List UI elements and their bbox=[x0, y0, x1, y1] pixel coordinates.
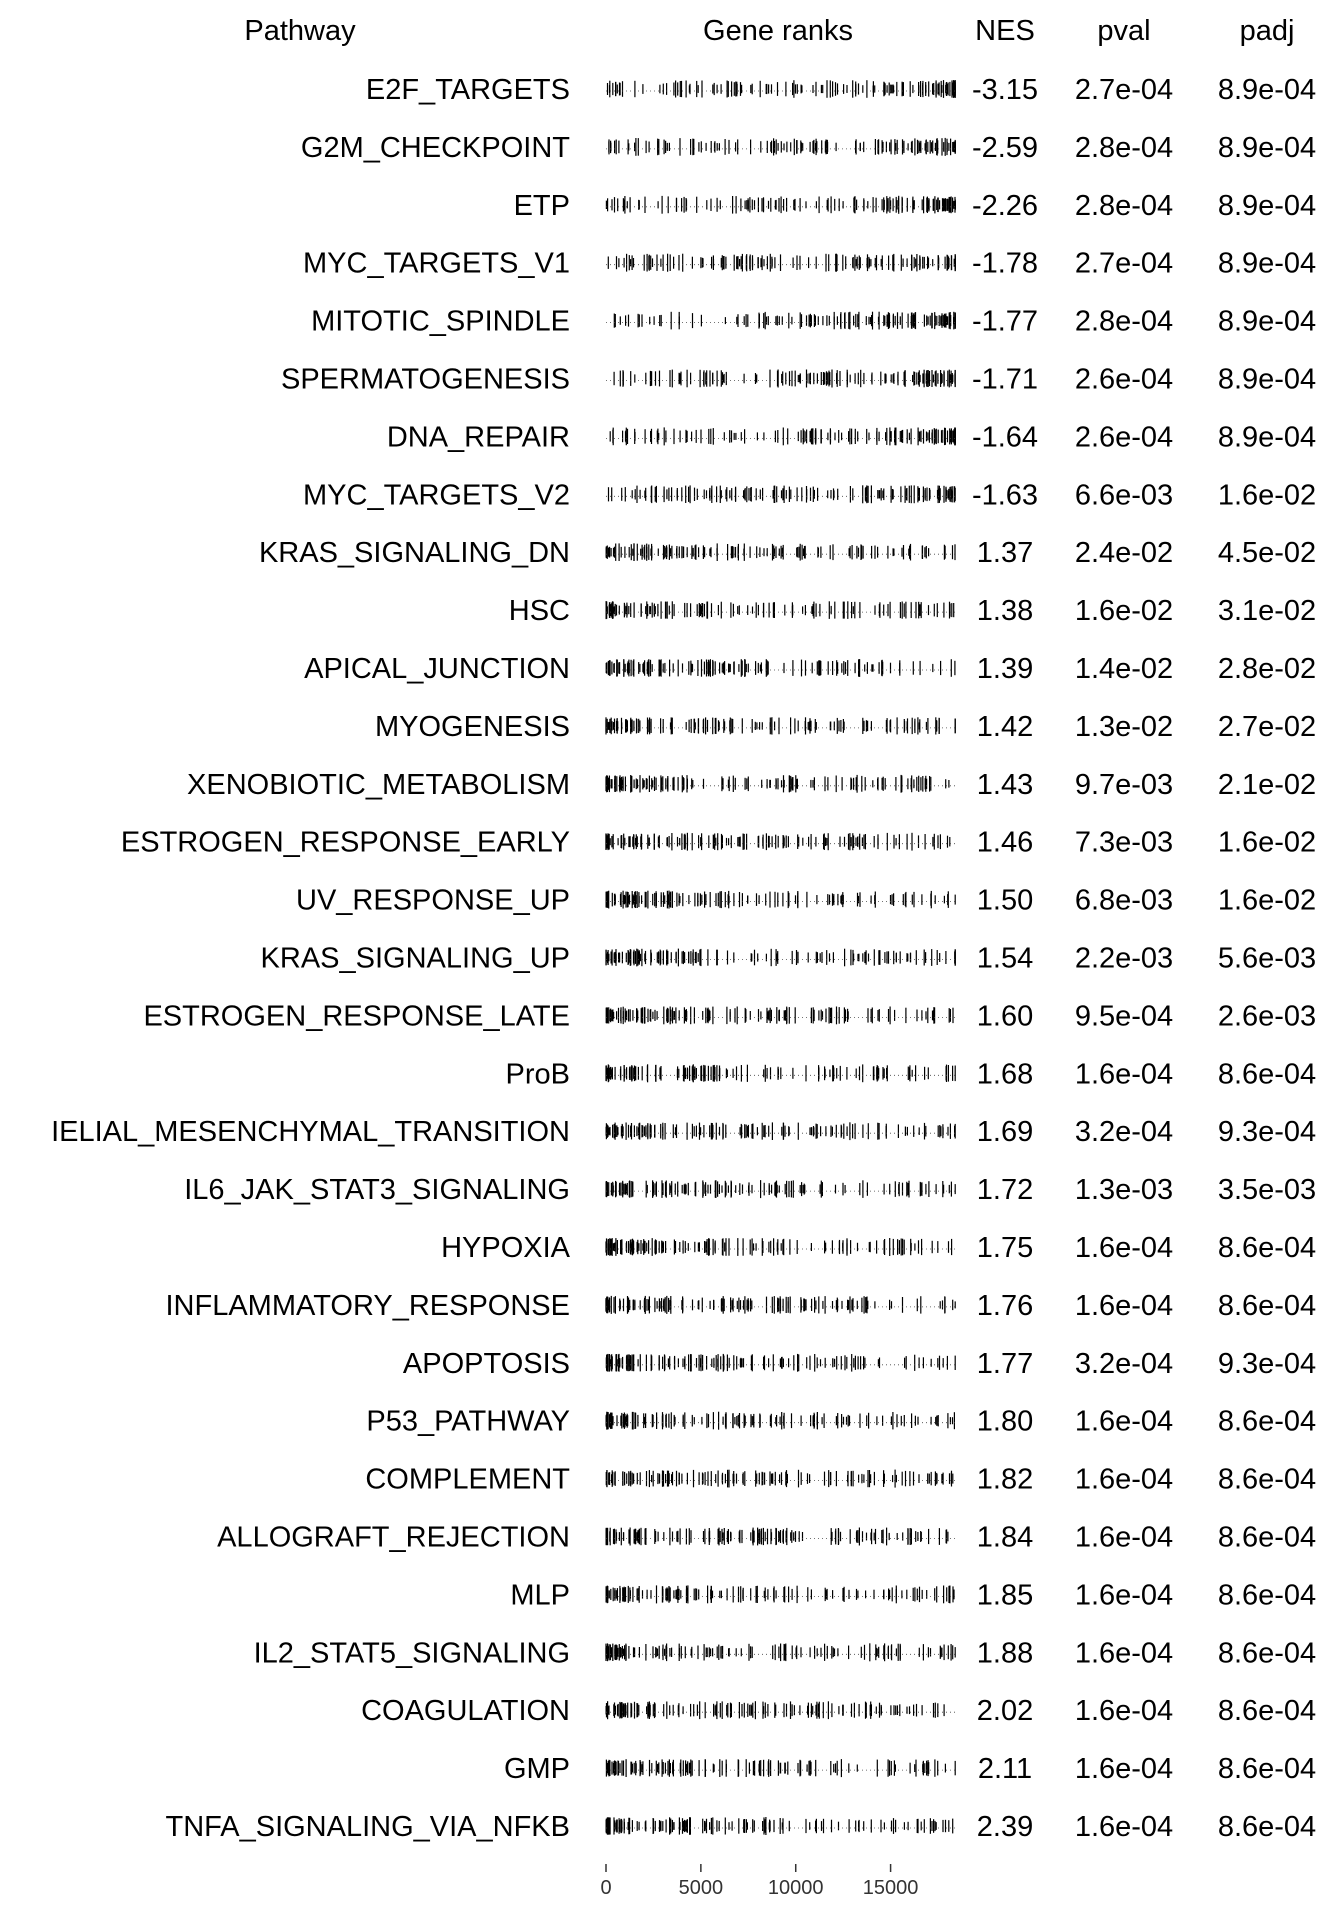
nes-value: 1.54 bbox=[976, 942, 1034, 975]
nes-value: 1.60 bbox=[976, 1000, 1034, 1033]
gene-rank-barcode bbox=[606, 427, 957, 445]
table-row bbox=[301, 132, 1316, 164]
nes-value: 1.38 bbox=[976, 595, 1034, 628]
padj-value: 3.5e-03 bbox=[1217, 1174, 1317, 1207]
column-headers bbox=[244, 15, 1294, 47]
pval-value: 1.6e-04 bbox=[1074, 1637, 1174, 1670]
gene-rank-barcode bbox=[606, 1064, 957, 1082]
padj-value: 4.5e-02 bbox=[1217, 537, 1317, 570]
pval-value: 1.6e-04 bbox=[1074, 1753, 1174, 1786]
table-row bbox=[303, 248, 1316, 280]
padj-value: 8.9e-04 bbox=[1217, 247, 1317, 280]
padj-value: 8.6e-04 bbox=[1217, 1289, 1317, 1322]
gene-rank-barcode bbox=[606, 1354, 957, 1372]
pval-value: 2.8e-04 bbox=[1074, 305, 1174, 338]
x-tick-label: 0 bbox=[600, 1877, 612, 1899]
nes-value: -1.71 bbox=[971, 363, 1039, 396]
nes-value: 2.02 bbox=[976, 1695, 1034, 1728]
gene-rank-barcode bbox=[606, 1585, 957, 1603]
pathway-label: HSC bbox=[508, 595, 570, 628]
nes-value: 1.69 bbox=[976, 1116, 1034, 1149]
pathway-label: MLP bbox=[510, 1579, 570, 1612]
pval-value: 3.2e-04 bbox=[1074, 1347, 1174, 1380]
table-row bbox=[51, 1116, 1316, 1148]
pathway-label: E2F_TARGETS bbox=[365, 74, 570, 106]
header-padj: padj bbox=[1239, 15, 1295, 47]
pval-value: 1.3e-03 bbox=[1074, 1174, 1174, 1207]
table-row bbox=[281, 364, 1316, 396]
gene-rank-barcode bbox=[606, 138, 957, 156]
nes-value: -2.26 bbox=[971, 189, 1039, 222]
padj-value: 1.6e-02 bbox=[1217, 479, 1317, 512]
gene-rank-barcode bbox=[606, 949, 957, 967]
pval-value: 6.8e-03 bbox=[1074, 884, 1174, 917]
table-row bbox=[143, 1000, 1316, 1032]
pval-value: 1.6e-04 bbox=[1074, 1521, 1174, 1554]
pathway-label: P53_PATHWAY bbox=[366, 1405, 570, 1438]
pathway-label: DNA_REPAIR bbox=[386, 421, 570, 454]
pathway-label: APICAL_JUNCTION bbox=[304, 653, 570, 685]
pathway-rows bbox=[51, 74, 1316, 1843]
gene-rank-barcode bbox=[606, 1817, 957, 1835]
padj-value: 9.3e-04 bbox=[1217, 1116, 1317, 1149]
pathway-label: ESTROGEN_RESPONSE_LATE bbox=[143, 1000, 570, 1033]
gene-rank-barcode bbox=[606, 1412, 957, 1430]
padj-value: 3.1e-02 bbox=[1217, 595, 1317, 628]
pathway-label: KRAS_SIGNALING_DN bbox=[258, 537, 570, 570]
pathway-label: XENOBIOTIC_METABOLISM bbox=[187, 768, 570, 801]
pathway-label: APOPTOSIS bbox=[402, 1347, 570, 1380]
padj-value: 2.8e-02 bbox=[1217, 653, 1317, 685]
pathway-label: INFLAMMATORY_RESPONSE bbox=[165, 1289, 570, 1322]
table-row bbox=[387, 421, 1316, 453]
pval-value: 1.6e-04 bbox=[1074, 1058, 1174, 1091]
pval-value: 1.6e-04 bbox=[1074, 1232, 1174, 1264]
gene-rank-barcode bbox=[606, 601, 957, 619]
padj-value: 8.6e-04 bbox=[1217, 1232, 1317, 1264]
nes-value: 1.85 bbox=[976, 1579, 1034, 1612]
nes-value: -1.77 bbox=[971, 305, 1039, 338]
pathway-label: IL2_STAT5_SIGNALING bbox=[253, 1637, 570, 1670]
nes-value: 1.75 bbox=[976, 1232, 1034, 1264]
table-row bbox=[403, 1348, 1316, 1380]
padj-value: 8.9e-04 bbox=[1217, 74, 1317, 106]
pval-value: 2.4e-02 bbox=[1074, 537, 1174, 570]
padj-value: 8.6e-04 bbox=[1217, 1521, 1317, 1554]
gene-rank-barcode bbox=[606, 370, 957, 388]
table-row bbox=[165, 1811, 1316, 1843]
nes-value: 1.68 bbox=[976, 1058, 1034, 1091]
gene-rank-barcode bbox=[606, 1528, 957, 1546]
nes-value: 2.11 bbox=[977, 1753, 1033, 1786]
padj-value: 2.7e-02 bbox=[1217, 710, 1317, 743]
header-nes: NES bbox=[975, 15, 1035, 47]
table-row bbox=[166, 1290, 1317, 1322]
table-row bbox=[217, 1522, 1316, 1554]
padj-value: 8.6e-04 bbox=[1217, 1463, 1317, 1496]
padj-value: 8.9e-04 bbox=[1217, 189, 1317, 222]
gene-rank-barcode bbox=[606, 1759, 957, 1777]
padj-value: 8.6e-04 bbox=[1217, 1637, 1317, 1670]
padj-value: 1.6e-02 bbox=[1217, 884, 1317, 917]
pval-value: 9.5e-04 bbox=[1074, 1000, 1174, 1033]
pathway-label: ESTROGEN_RESPONSE_EARLY bbox=[120, 826, 570, 859]
pval-value: 1.6e-04 bbox=[1074, 1289, 1174, 1322]
gene-rank-barcode bbox=[606, 659, 957, 677]
padj-value: 2.1e-02 bbox=[1217, 768, 1317, 801]
padj-value: 5.6e-03 bbox=[1217, 942, 1317, 975]
table-row bbox=[509, 595, 1316, 627]
pathway-label: TNFA_SIGNALING_VIA_NFKB bbox=[165, 1811, 570, 1843]
nes-value: 1.88 bbox=[976, 1637, 1034, 1670]
pval-value: 6.6e-03 bbox=[1074, 479, 1174, 512]
pval-value: 1.6e-04 bbox=[1074, 1405, 1174, 1438]
pval-value: 1.6e-04 bbox=[1074, 1579, 1174, 1612]
table-row bbox=[184, 1174, 1316, 1206]
pval-value: 2.7e-04 bbox=[1074, 74, 1174, 106]
pathway-label: IELIAL_MESENCHYMAL_TRANSITION bbox=[51, 1116, 570, 1149]
nes-value: 1.37 bbox=[976, 537, 1034, 570]
gene-rank-barcode bbox=[606, 80, 957, 98]
table-row bbox=[254, 1637, 1317, 1669]
pval-value: 2.2e-03 bbox=[1074, 942, 1174, 975]
gene-rank-barcode bbox=[606, 891, 957, 909]
table-row bbox=[504, 1753, 1316, 1785]
pval-value: 2.8e-04 bbox=[1074, 131, 1174, 164]
table-row bbox=[311, 306, 1316, 338]
padj-value: 8.6e-04 bbox=[1217, 1579, 1317, 1612]
gene-rank-barcode bbox=[606, 485, 957, 503]
gene-rank-barcode bbox=[606, 1643, 957, 1661]
table-row bbox=[296, 885, 1316, 917]
pval-value: 1.6e-04 bbox=[1074, 1695, 1174, 1728]
table-row bbox=[261, 943, 1317, 975]
table-row bbox=[375, 711, 1316, 743]
pathway-label: IL6_JAK_STAT3_SIGNALING bbox=[184, 1174, 570, 1207]
pval-value: 3.2e-04 bbox=[1074, 1116, 1174, 1149]
pathway-label: MYC_TARGETS_V2 bbox=[303, 479, 570, 512]
gene-rank-barcode bbox=[606, 543, 957, 561]
padj-value: 8.6e-04 bbox=[1217, 1811, 1317, 1843]
nes-value: 1.50 bbox=[976, 884, 1034, 917]
pathway-label: KRAS_SIGNALING_UP bbox=[260, 942, 570, 975]
table-row bbox=[303, 479, 1316, 511]
table-row bbox=[366, 1406, 1316, 1438]
gene-rank-barcode bbox=[606, 312, 957, 330]
x-tick-label: 15000 bbox=[862, 1877, 919, 1899]
pathway-label: MITOTIC_SPINDLE bbox=[311, 305, 570, 338]
pval-value: 2.6e-04 bbox=[1074, 421, 1174, 454]
nes-value: 1.82 bbox=[976, 1463, 1034, 1496]
table-row bbox=[259, 537, 1316, 569]
padj-value: 8.6e-04 bbox=[1217, 1058, 1317, 1091]
pathway-label: UV_RESPONSE_UP bbox=[296, 884, 570, 917]
pathway-label: ETP bbox=[513, 189, 570, 222]
gene-rank-barcode bbox=[606, 1007, 957, 1025]
gene-rank-barcode bbox=[606, 1296, 957, 1314]
pathway-label: ProB bbox=[505, 1058, 570, 1091]
nes-value: 1.46 bbox=[976, 826, 1034, 859]
pathway-label: SPERMATOGENESIS bbox=[281, 363, 570, 396]
x-tick-label: 10000 bbox=[767, 1877, 824, 1899]
padj-value: 8.6e-04 bbox=[1217, 1405, 1317, 1438]
table-row bbox=[304, 653, 1316, 685]
nes-value: 1.84 bbox=[976, 1521, 1034, 1554]
table-row bbox=[365, 1464, 1316, 1496]
gene-rank-barcode bbox=[606, 717, 957, 734]
pathway-label: GMP bbox=[503, 1753, 570, 1786]
nes-value: 1.72 bbox=[976, 1174, 1034, 1207]
nes-value: 1.80 bbox=[976, 1405, 1034, 1438]
padj-value: 2.6e-03 bbox=[1217, 1000, 1317, 1033]
pval-value: 2.6e-04 bbox=[1074, 363, 1174, 396]
gene-rank-barcode bbox=[606, 196, 957, 214]
gene-rank-barcode bbox=[606, 775, 957, 793]
header-pathway: Pathway bbox=[244, 15, 356, 47]
nes-value: -1.63 bbox=[971, 479, 1039, 512]
pathway-label: COMPLEMENT bbox=[365, 1463, 570, 1496]
nes-value: -3.15 bbox=[971, 74, 1039, 106]
table-row bbox=[187, 769, 1316, 801]
gene-rank-barcode bbox=[606, 1180, 957, 1198]
pval-value: 2.8e-04 bbox=[1074, 189, 1174, 222]
nes-value: -2.59 bbox=[971, 131, 1039, 164]
gene-rank-barcode bbox=[606, 833, 957, 851]
pathway-label: MYOGENESIS bbox=[375, 710, 570, 743]
pathway-label: ALLOGRAFT_REJECTION bbox=[217, 1521, 570, 1554]
table-row bbox=[506, 1058, 1317, 1090]
table-row bbox=[361, 1695, 1316, 1727]
gene-rank-barcode bbox=[606, 254, 957, 272]
nes-value: 1.43 bbox=[976, 768, 1034, 801]
pathway-label: COAGULATION bbox=[361, 1695, 570, 1728]
table-row bbox=[121, 827, 1316, 859]
padj-value: 8.6e-04 bbox=[1217, 1695, 1317, 1728]
header-gene-ranks: Gene ranks bbox=[703, 15, 853, 47]
padj-value: 8.6e-04 bbox=[1217, 1753, 1317, 1786]
pathway-label: MYC_TARGETS_V1 bbox=[303, 247, 570, 280]
x-tick-label: 5000 bbox=[678, 1877, 724, 1899]
nes-value: 1.39 bbox=[976, 653, 1034, 685]
nes-value: 1.76 bbox=[976, 1289, 1034, 1322]
padj-value: 9.3e-04 bbox=[1217, 1347, 1317, 1380]
pval-value: 1.4e-02 bbox=[1074, 653, 1174, 685]
gene-rank-barcode bbox=[606, 1701, 957, 1719]
padj-value: 8.9e-04 bbox=[1217, 421, 1317, 454]
gene-rank-axis bbox=[600, 1864, 918, 1899]
table-row bbox=[514, 190, 1317, 222]
padj-value: 8.9e-04 bbox=[1217, 131, 1317, 164]
padj-value: 8.9e-04 bbox=[1217, 305, 1317, 338]
pval-value: 1.6e-04 bbox=[1074, 1463, 1174, 1496]
table-row bbox=[441, 1232, 1316, 1264]
padj-value: 8.9e-04 bbox=[1217, 363, 1317, 396]
pval-value: 7.3e-03 bbox=[1074, 826, 1174, 859]
gene-rank-barcode bbox=[606, 1238, 957, 1256]
header-pval: pval bbox=[1097, 15, 1151, 47]
pval-value: 1.3e-02 bbox=[1074, 710, 1174, 743]
pval-value: 2.7e-04 bbox=[1074, 247, 1174, 280]
nes-value: -1.78 bbox=[971, 247, 1039, 280]
nes-value: 2.39 bbox=[976, 1811, 1034, 1843]
gene-rank-barcode bbox=[606, 1470, 957, 1488]
pval-value: 9.7e-03 bbox=[1074, 768, 1174, 801]
pathway-label: HYPOXIA bbox=[441, 1232, 570, 1264]
table-row bbox=[366, 74, 1316, 106]
table-row bbox=[510, 1579, 1316, 1611]
gene-rank-barcode bbox=[606, 1122, 957, 1140]
nes-value: 1.77 bbox=[976, 1347, 1034, 1380]
pval-value: 1.6e-02 bbox=[1074, 595, 1174, 628]
pval-value: 1.6e-04 bbox=[1074, 1811, 1174, 1843]
padj-value: 1.6e-02 bbox=[1217, 826, 1317, 859]
pathway-label: G2M_CHECKPOINT bbox=[300, 131, 570, 164]
nes-value: 1.42 bbox=[976, 710, 1034, 743]
nes-value: -1.64 bbox=[971, 421, 1039, 454]
